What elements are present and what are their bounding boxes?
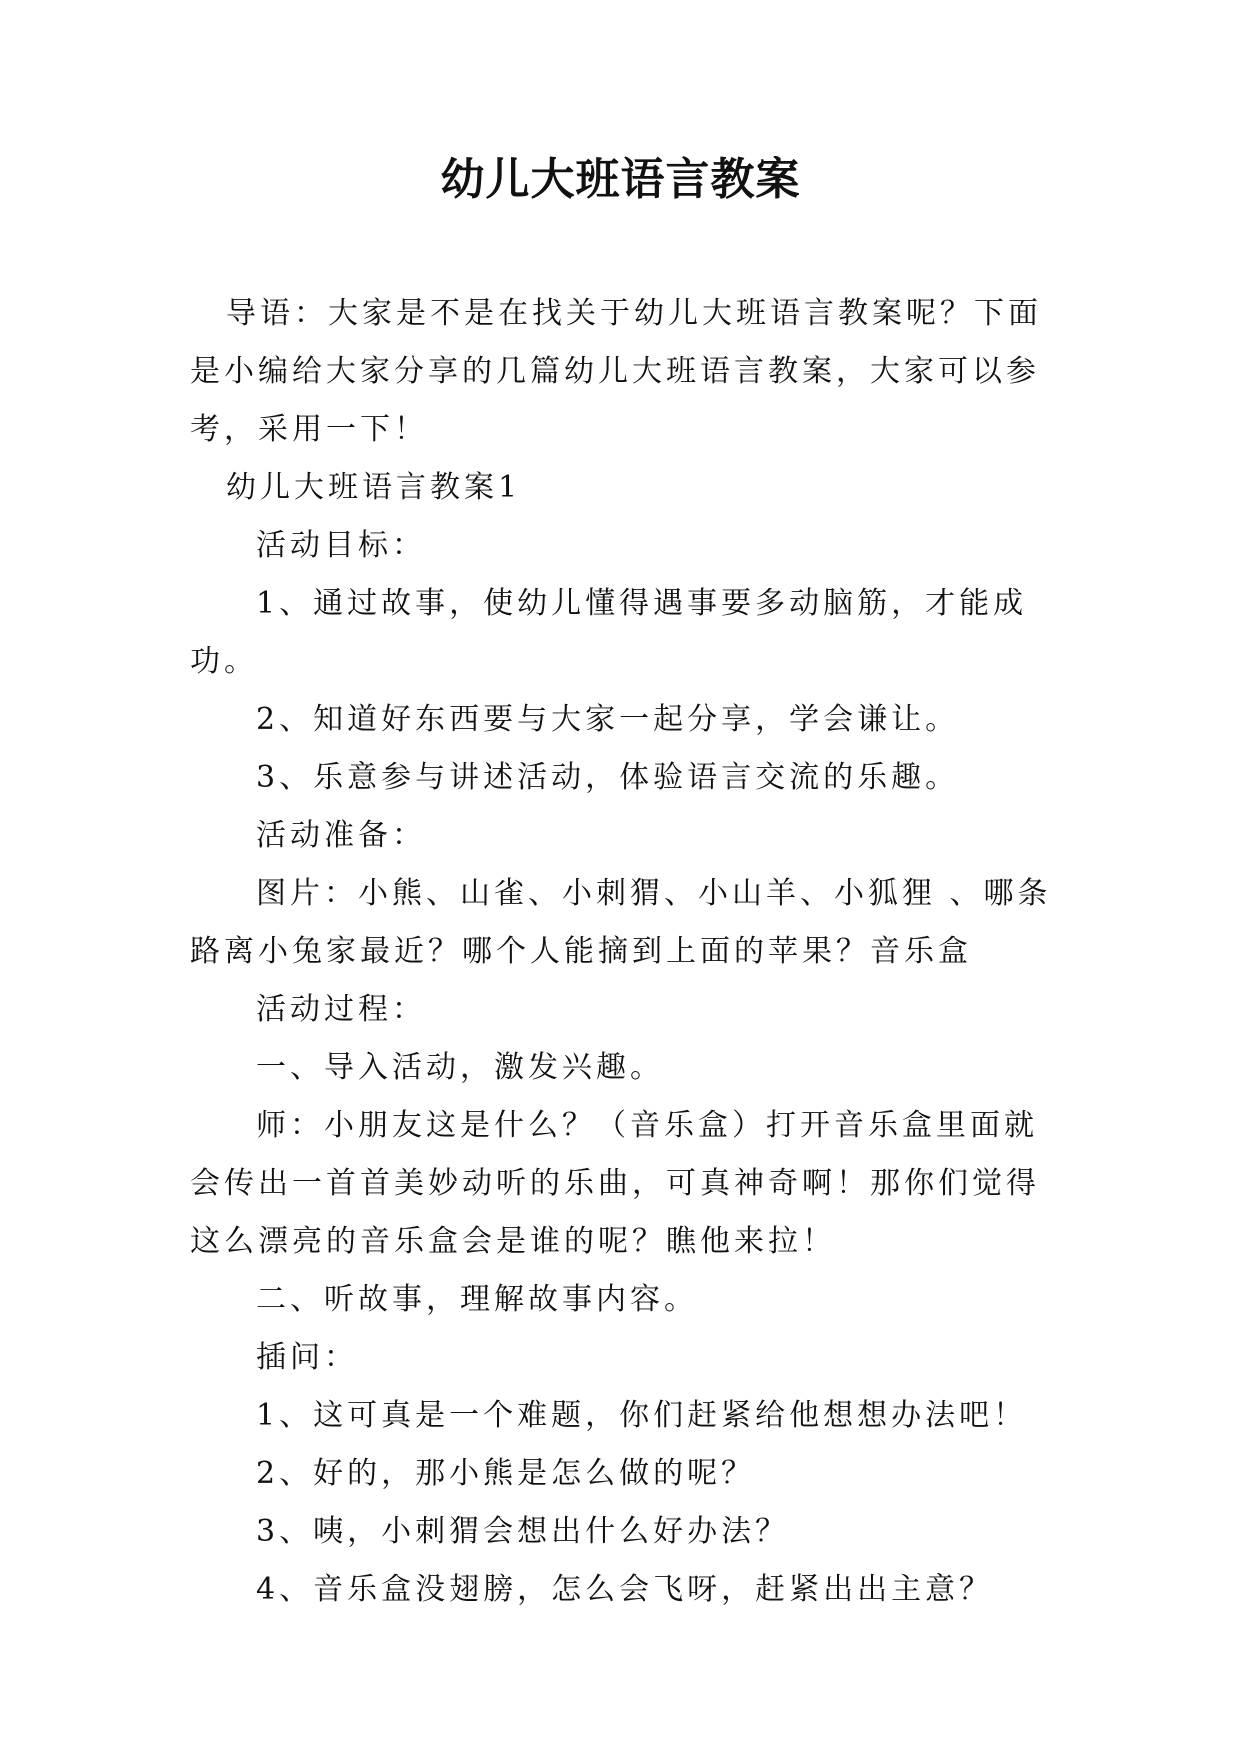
paragraph: 活动目标：	[256, 528, 426, 563]
paragraph: 2、好的，那小熊是怎么做的呢？	[256, 1456, 756, 1491]
paragraph: 师：小朋友这是什么？（音乐盒）打开音乐盒里面就会传出一首首美妙动听的乐曲，可真神奇啊！那你们觉得这么漂亮的音乐盒会是谁的呢？瞧他来拉！	[190, 1108, 1040, 1259]
paragraph: 1、通过故事，使幼儿懂得遇事要多动脑筋，才能成功。	[190, 586, 1028, 679]
document-body	[190, 285, 1060, 1619]
paragraph: 图片：小熊、山雀、小刺猬、小山羊、小狐狸 、哪条路离小兔家最近？哪个人能摘到上面的苹果？音乐盒	[190, 876, 1052, 969]
document-title: 幼儿大班语言教案	[440, 154, 801, 205]
paragraph: 活动过程：	[256, 992, 426, 1027]
paragraph: 3、乐意参与讲述活动，体验语言交流的乐趣。	[256, 760, 960, 795]
paragraph: 2、知道好东西要与大家一起分享，学会谦让。	[256, 702, 960, 737]
paragraph: 3、咦，小刺猬会想出什么好办法？	[256, 1514, 790, 1549]
paragraph: 活动准备：	[256, 818, 426, 853]
paragraph: 4、音乐盒没翅膀，怎么会飞呀，赶紧出出主意？	[256, 1572, 994, 1607]
paragraph: 一、导入活动，激发兴趣。	[256, 1050, 664, 1085]
paragraph: 二、听故事，理解故事内容。	[256, 1282, 698, 1317]
paragraph: 1、这可真是一个难题，你们赶紧给他想想办法吧！	[256, 1398, 1028, 1433]
paragraph: 幼儿大班语言教案1	[226, 470, 522, 505]
paragraph: 插问：	[256, 1340, 358, 1375]
paragraph: 导语：大家是不是在找关于幼儿大班语言教案呢？下面是小编给大家分享的几篇幼儿大班语言教案，大家可以参考，采用一下！	[190, 296, 1042, 447]
